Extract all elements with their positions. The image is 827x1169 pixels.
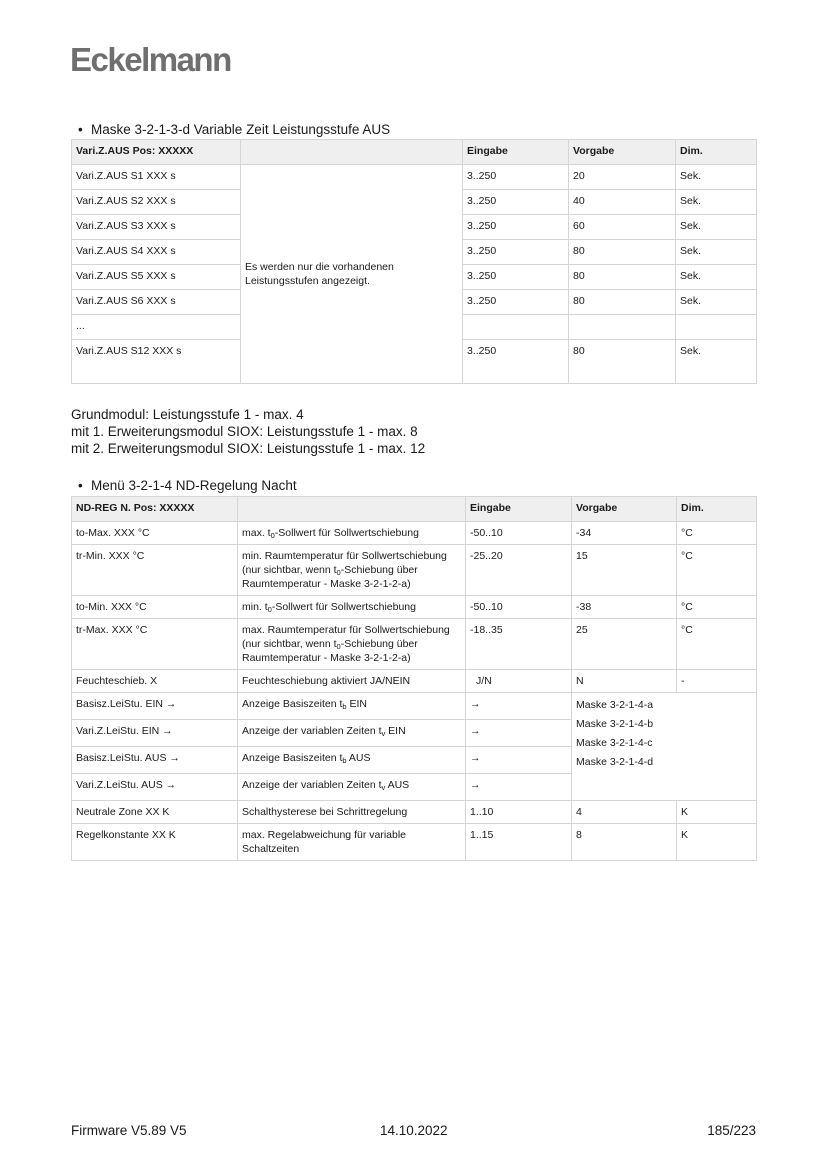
input-range: 3..250 (463, 165, 569, 190)
section1-table (71, 139, 757, 384)
target-mask: Maske 3-2-1-4-d (576, 756, 654, 768)
param-name: tr-Min. XXX °C (72, 545, 238, 596)
unit: - (677, 670, 757, 693)
submenu-targets (572, 693, 757, 801)
desc-text: min. Raumtemperatur für Sollwertschiebung (nur sichtbar, wenn t (242, 550, 447, 576)
column-header: Eingabe (463, 140, 569, 165)
param-name: Regelkonstante XX K (72, 824, 238, 861)
param-name: Vari.Z.AUS S12 XXX s (72, 340, 241, 384)
param-name: to-Min. XXX °C (72, 596, 238, 619)
param-name: ... (72, 315, 241, 340)
footer-page-number: 185/223 (707, 1123, 756, 1138)
unit: Sek. (676, 215, 757, 240)
input-range: -50..10 (466, 522, 572, 545)
param-name: to-Max. XXX °C (72, 522, 238, 545)
column-header (238, 497, 466, 522)
table-row (72, 619, 757, 670)
param-description (238, 693, 466, 720)
input-range: -25..20 (466, 545, 572, 596)
input-range: 3..250 (463, 240, 569, 265)
desc-text: Anzeige der variablen Zeiten t (242, 779, 382, 791)
column-header: Vari.Z.AUS Pos: XXXXX (72, 140, 241, 165)
unit: °C (677, 619, 757, 670)
column-header: Vorgabe (569, 140, 676, 165)
desc-subscript: b (342, 756, 347, 765)
unit: Sek. (676, 290, 757, 315)
param-name: Vari.Z.AUS S1 XXX s (72, 165, 241, 190)
desc-text: -Sollwert für Sollwertschiebung (274, 527, 419, 539)
table-row (72, 824, 757, 861)
table-row (72, 801, 757, 824)
param-description: Schalthysterese bei Schrittregelung (238, 801, 466, 824)
desc-text: AUS (385, 779, 410, 791)
default-value: 40 (569, 190, 676, 215)
arrow-icon: → (466, 720, 572, 747)
section2-heading-text: Menü 3-2-1-4 ND-Regelung Nacht (91, 478, 297, 493)
company-logo: Eckelmann (70, 41, 231, 78)
input-range: 1..15 (466, 824, 572, 861)
merged-description: Es werden nur die vorhandenen Leistungsstufen angezeigt. (241, 165, 463, 384)
input-range: -18..35 (466, 619, 572, 670)
footer-firmware: Firmware V5.89 V5 (71, 1123, 187, 1138)
target-mask: Maske 3-2-1-4-a (576, 699, 654, 711)
desc-text: max. t (242, 527, 271, 539)
note-line: mit 2. Erweiterungsmodul SIOX: Leistungsstufe 1 - max. 12 (71, 441, 426, 456)
input-range: 3..250 (463, 190, 569, 215)
param-description (238, 774, 466, 801)
table-header-row (72, 140, 757, 165)
desc-text: Anzeige Basiszeiten t (242, 752, 343, 764)
default-value: 25 (572, 619, 677, 670)
desc-text: -Schiebung über Raumtemperatur - Maske 3-2-1-2-a) (242, 638, 418, 664)
desc-subscript: b (342, 702, 347, 711)
table-header-row (72, 497, 757, 522)
submenu-link[interactable]: Basisz.LeiStu. EIN → (72, 693, 238, 720)
desc-subscript: 0 (336, 642, 341, 651)
table-row (72, 693, 757, 720)
desc-subscript: v (381, 729, 386, 738)
param-description (238, 720, 466, 747)
unit: K (677, 824, 757, 861)
param-name: Vari.Z.AUS S4 XXX s (72, 240, 241, 265)
arrow-icon: → (466, 693, 572, 720)
unit: Sek. (676, 240, 757, 265)
desc-text: AUS (346, 752, 371, 764)
default-value: 8 (572, 824, 677, 861)
column-header: Vorgabe (572, 497, 677, 522)
unit: Sek. (676, 190, 757, 215)
param-name: Vari.Z.AUS S3 XXX s (72, 215, 241, 240)
unit: Sek. (676, 340, 757, 384)
input-range: 3..250 (463, 340, 569, 384)
unit: °C (677, 545, 757, 596)
desc-text: EIN (385, 725, 406, 737)
param-name: Vari.Z.AUS S2 XXX s (72, 190, 241, 215)
param-description (238, 619, 466, 670)
table-row (72, 165, 757, 190)
param-description (238, 747, 466, 774)
input-range (463, 315, 569, 340)
unit: Sek. (676, 165, 757, 190)
param-name: Feuchteschieb. X (72, 670, 238, 693)
param-name: Vari.Z.AUS S5 XXX s (72, 265, 241, 290)
desc-subscript: 0 (270, 531, 275, 540)
desc-subscript: 0 (267, 605, 272, 614)
notes-block (71, 406, 425, 457)
bullet: • (78, 478, 83, 493)
desc-text: min. t (242, 601, 268, 613)
column-header: Dim. (676, 140, 757, 165)
default-value: 60 (569, 215, 676, 240)
column-header: Eingabe (466, 497, 572, 522)
target-mask: Maske 3-2-1-4-b (576, 718, 654, 730)
input-range: 3..250 (463, 215, 569, 240)
param-description (238, 545, 466, 596)
input-range: 3..250 (463, 265, 569, 290)
column-header: Dim. (677, 497, 757, 522)
arrow-icon: → (466, 747, 572, 774)
submenu-link[interactable]: Basisz.LeiStu. AUS → (72, 747, 238, 774)
desc-text: EIN (346, 698, 367, 710)
input-range: J/N (466, 670, 572, 693)
table-row (72, 545, 757, 596)
input-range: 1..10 (466, 801, 572, 824)
desc-text: -Schiebung über Raumtemperatur - Maske 3-2-1-2-a) (242, 564, 418, 590)
default-value: 20 (569, 165, 676, 190)
table-row (72, 670, 757, 693)
default-value: -34 (572, 522, 677, 545)
column-header: ND-REG N. Pos: XXXXX (72, 497, 238, 522)
param-description (238, 670, 466, 693)
section2-heading (78, 478, 297, 494)
note-line: Grundmodul: Leistungsstufe 1 - max. 4 (71, 407, 304, 422)
unit: °C (677, 522, 757, 545)
section2-table (71, 496, 757, 861)
column-header (241, 140, 463, 165)
param-name: Neutrale Zone XX K (72, 801, 238, 824)
input-range: 3..250 (463, 290, 569, 315)
default-value: 80 (569, 340, 676, 384)
unit: °C (677, 596, 757, 619)
desc-subscript: v (381, 783, 386, 792)
desc-text: Anzeige der variablen Zeiten t (242, 725, 382, 737)
default-value: 80 (569, 240, 676, 265)
note-line: mit 1. Erweiterungsmodul SIOX: Leistungsstufe 1 - max. 8 (71, 424, 418, 439)
arrow-icon: → (466, 774, 572, 801)
table-row (72, 522, 757, 545)
param-description: max. Regelabweichung für variable Schaltzeiten (238, 824, 466, 861)
unit: Sek. (676, 265, 757, 290)
default-value (569, 315, 676, 340)
param-description (238, 596, 466, 619)
desc-text: -Sollwert für Sollwertschiebung (271, 601, 416, 613)
desc-text: Anzeige Basiszeiten t (242, 698, 343, 710)
bullet: • (78, 122, 83, 137)
default-value: 80 (569, 265, 676, 290)
default-value: N (572, 670, 677, 693)
unit: K (677, 801, 757, 824)
section1-heading-text: Maske 3-2-1-3-d Variable Zeit Leistungsstufe AUS (91, 122, 391, 137)
default-value: 4 (572, 801, 677, 824)
unit (676, 315, 757, 340)
target-mask: Maske 3-2-1-4-c (576, 737, 653, 749)
desc-text: Feuchteschiebung aktiviert JA/NEIN (242, 675, 411, 687)
default-value: -38 (572, 596, 677, 619)
param-name: tr-Max. XXX °C (72, 619, 238, 670)
desc-text: max. Raumtemperatur für Sollwertschiebung (nur sichtbar, wenn t (242, 624, 450, 650)
desc-subscript: 0 (336, 568, 341, 577)
table-row (72, 596, 757, 619)
footer-date: 14.10.2022 (380, 1123, 448, 1138)
section1-heading (78, 122, 390, 138)
submenu-link[interactable]: Vari.Z.LeiStu. EIN → (72, 720, 238, 747)
default-value: 80 (569, 290, 676, 315)
param-description (238, 522, 466, 545)
default-value: 15 (572, 545, 677, 596)
param-name: Vari.Z.AUS S6 XXX s (72, 290, 241, 315)
submenu-link[interactable]: Vari.Z.LeiStu. AUS → (72, 774, 238, 801)
input-range: -50..10 (466, 596, 572, 619)
